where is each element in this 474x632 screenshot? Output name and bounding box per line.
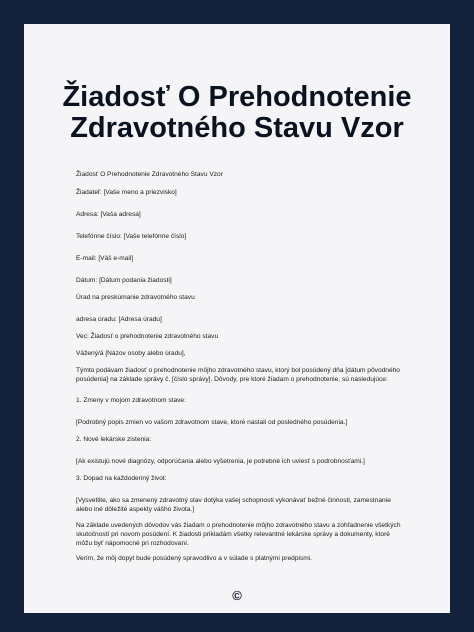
- page-title-line-1: Žiadosť O Prehodnotenie: [62, 81, 412, 113]
- final-line: Verím, že môj dopyt bude posúdený spravodlivo a v súlade s platnými predpismi.: [76, 555, 313, 562]
- subject-line: Vec: Žiadosť o prehodnotenie zdravotného stavu: [76, 333, 219, 340]
- section-3-title: 3. Dopad na každodenný život:: [76, 475, 167, 482]
- office-address-line: adresa úradu: [Adresa úradu]: [76, 316, 162, 323]
- section-3-body: [Vysvetlite, ako sa zmenený zdravotný stav dotýka vašej schopnosti vykonávať bežné činnosti, zamestnanie alebo iné dôležité aspekty vášho života.]: [76, 497, 391, 513]
- section-1-body: [Podrobný popis zmien vo vašom zdravotnom stave, ktoré nastali od posledného posúdenia.]: [76, 419, 348, 426]
- email-line: E-mail: [Váš e-mail]: [76, 255, 134, 262]
- salutation-line: Vážený/á [Názov osoby alebo úradu],: [76, 350, 186, 357]
- closing-paragraph: Na základe uvedených dôvodov vás žiadam o prehodnotenie môjho zdravotného stavu a zohľadnenie všetkých skutočností pri novom posúdení. K žiadosti prikladám všetky relevantné lekárske správy a dokumenty, ktoré môžu byť nápomocné pri rozhodovaní.: [76, 522, 401, 547]
- page-title: [24, 82, 450, 144]
- intro-paragraph: Týmto podávam žiadosť o prehodnotenie môjho zdravotného stavu, ktorý bol posúdený dňa [dátum pôvodného posúdenia] na základe správy č. [číslo správy]. Dôvody, pre ktoré žiadam o prehodnotenie, sú nasledujúce:: [76, 367, 400, 383]
- document-page: [24, 24, 450, 613]
- copyright-icon: ©: [232, 588, 242, 603]
- page-title-line-2: Zdravotného Stavu Vzor: [70, 112, 404, 144]
- section-2-body: [Ak existujú nové diagnózy, odporúčania alebo vyšetrenia, je potrebné ich uviesť s podrobnosťami.]: [76, 458, 365, 465]
- office-line: Úrad na preskúmanie zdravotného stavu: [76, 294, 195, 301]
- phone-line: Telefónne číslo: [Vaše telefónne číslo]: [76, 233, 187, 240]
- section-1-title: 1. Zmeny v mojom zdravotnom stave:: [76, 397, 186, 404]
- applicant-line: Žiadateľ: [Vaše meno a priezvisko]: [76, 189, 177, 196]
- doc-heading: Žiadosť O Prehodnotenie Zdravotného Stavu Vzor: [76, 171, 223, 178]
- address-line: Adresa: [Vaša adresa]: [76, 211, 141, 218]
- date-line: Dátum: [Dátum podania žiadosti]: [76, 277, 172, 284]
- section-2-title: 2. Nové lekárske zistenia:: [76, 436, 152, 443]
